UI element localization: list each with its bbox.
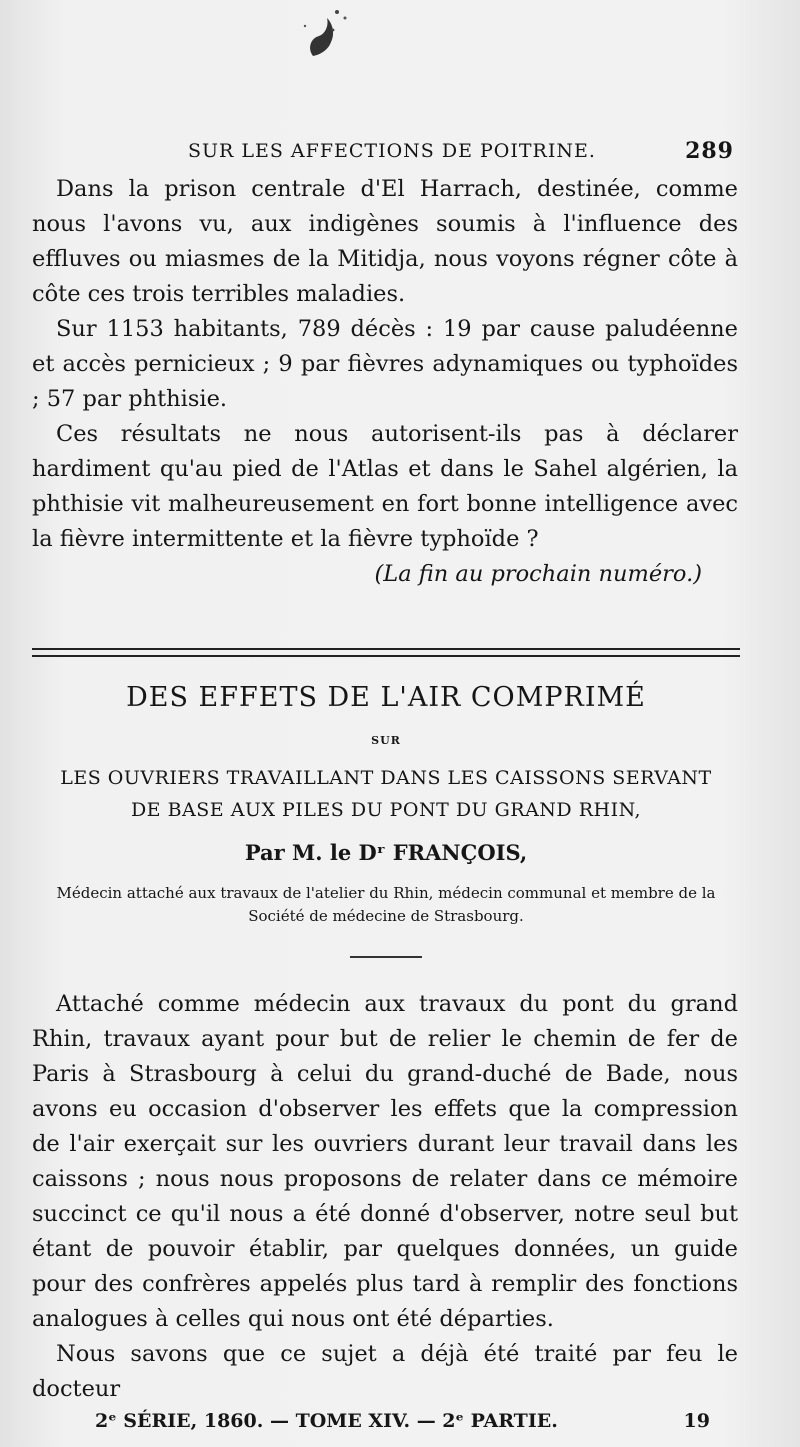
paragraph-conclusion: Ces résultats ne nous autorisent-ils pas à déclarer hardiment qu'au pied de l'Atlas et dans le Sahel algérien, la phthisie vit malheureusement en fort bonne intelligence avec la fièvre intermittente et la fièvre typhoïde ? (32, 421, 738, 552)
article-body (32, 987, 738, 1407)
article-subtitle (32, 762, 740, 826)
continuation-note: (La fin au prochain numéro.) (374, 561, 702, 587)
body-top (32, 172, 738, 592)
short-divider (350, 956, 422, 958)
paragraph-prison: Dans la prison centrale d'El Harrach, destinée, comme nous l'avons vu, aux indigènes soumis à l'influence des effluves ou miasmes de la Mitidja, nous voyons régner côte à côte ces trois terribles maladies. (32, 176, 738, 307)
article-paragraph-1: Attaché comme médecin aux travaux du pont du grand Rhin, travaux ayant pour but de relier le chemin de fer de Paris à Strasbourg à celui du grand-duché de Bade, nous avons eu occasion d'observer les effets que la compression de l'air exerçait sur les ouvriers durant leur travail dans les caissons ; nous nous proposons de relater dans ce mémoire succinct ce qu'il nous a été donné d'observer, notre seul but étant de pouvoir établir, par quelques données, un guide pour des confrères appelés plus tard à remplir des fonctions analogues à celles qui nous ont été départies. (32, 991, 738, 1332)
page-number: 289 (685, 138, 734, 164)
section-divider (32, 648, 740, 657)
article-author: Par M. le Dʳ FRANÇOIS, (244, 840, 528, 865)
signature-mark: 19 (683, 1410, 710, 1432)
ink-blot-mark (285, 4, 365, 64)
article-subtitle-line-1: LES OUVRIERS TRAVAILLANT DANS LES CAISSONS SERVANT (60, 767, 712, 789)
running-head-title: SUR LES AFFECTIONS DE POITRINE. (188, 140, 596, 162)
author-affiliation: Médecin attaché aux travaux de l'atelier du Rhin, médecin communal et membre de la Société de médecine de Strasbourg. (56, 884, 716, 925)
series-line: 2ᵉ SÉRIE, 1860. — TOME XIV. — 2ᵉ PARTIE. (95, 1410, 558, 1432)
article-paragraph-2: Nous savons que ce sujet a déjà été traité par feu le docteur (32, 1341, 738, 1402)
article-subtitle-line-2: DE BASE AUX PILES DU PONT DU GRAND RHIN, (130, 799, 642, 821)
article-title-connector: SUR (371, 734, 401, 747)
paragraph-statistics: Sur 1153 habitants, 789 décès : 19 par cause paludéenne et accès pernicieux ; 9 par fièvres adynamiques ou typhoïdes ; 57 par phthisie. (32, 316, 738, 412)
article-title: DES EFFETS DE L'AIR COMPRIMÉ (126, 682, 646, 713)
